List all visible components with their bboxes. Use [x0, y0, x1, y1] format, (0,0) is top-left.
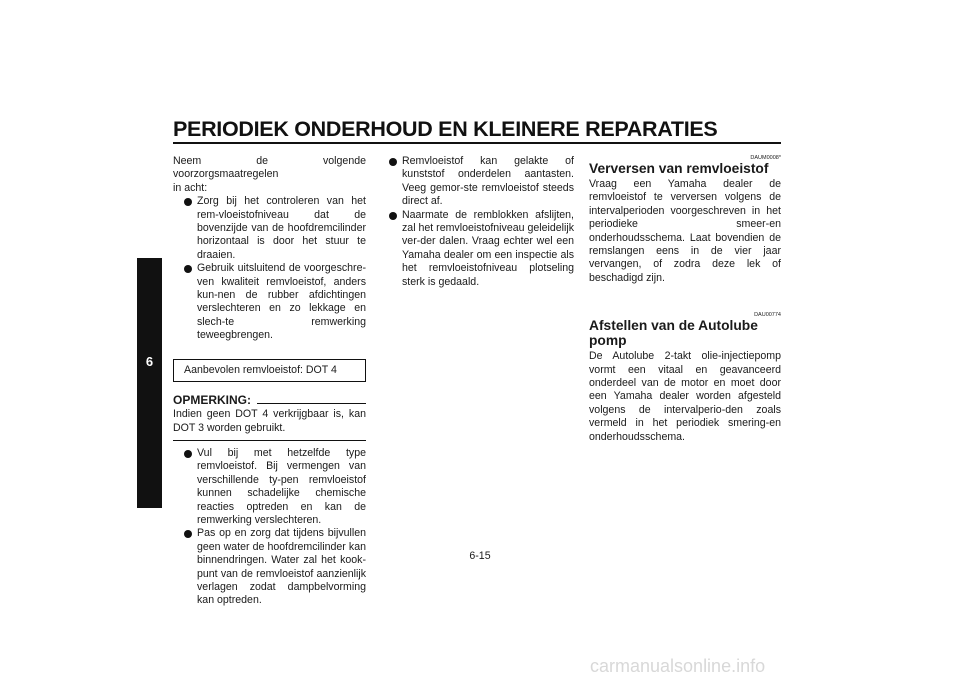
bullet-item: [184, 195, 366, 262]
note-text: Indien geen DOT 4 verkrijgbaar is, kan DOT 3 worden gebruikt.: [173, 408, 366, 434]
note-rule: [257, 403, 366, 404]
bullet-icon: [184, 198, 192, 206]
title-rule: [173, 142, 781, 144]
section-text: De Autolube 2-takt olie-injectiepomp vormt een vitaal en geavanceerd onderdeel van de motor en moet door een Yamaha dealer worden afgesteld volgens de intervalperio-den zoals vermeld in het periodiek smering-en onderhoudsschema.: [589, 350, 781, 443]
bullet-icon: [184, 265, 192, 273]
watermark: carmanualsonline.info: [590, 656, 766, 676]
note-label: OPMERKING:: [173, 392, 251, 407]
page-title: PERIODIEK ONDERHOUD EN KLEINERE REPARATIES: [173, 117, 718, 141]
page-number: 6-15: [469, 550, 491, 562]
section-text: Vraag een Yamaha dealer de remvloeistof te verversen volgens de intervalperioden voorgeschreven in het periodieke smeer-en onderhoudsschema. Laat bovendien de remslangen eens in de vier jaar vervangen, of zodra deze lek of beschadigd zijn.: [589, 178, 781, 284]
bullet-text: Remvloeistof kan gelakte of kunststof onderdelen aantasten. Veeg gemor-ste remvloeistof steeds direct af.: [402, 155, 574, 208]
bullet-item: [184, 527, 366, 607]
note-header: [173, 394, 366, 407]
section-heading: Verversen van remvloeistof: [589, 161, 769, 176]
recommended-fluid-box: Aanbevolen remvloeistof: DOT 4: [173, 359, 366, 382]
column-left: [173, 155, 366, 608]
bullet-item: [389, 155, 574, 209]
bullet-item: [184, 447, 366, 527]
bullet-item: [389, 209, 574, 289]
bullet-text: Zorg bij het controleren van het rem-vloeistofniveau dat de bovenzijde van de hoofdremcilinder horizontaal is door het stuur te draaien.: [197, 195, 366, 261]
bullet-text: Gebruik uitsluitend de voorgeschre-ven kwaliteit remvloeistof, anders kun-nen de rubber afdichtingen verslechteren en zo lekkage en slech-te remwerking teweegbrengen.: [197, 262, 366, 342]
chapter-tab: [137, 258, 162, 508]
bullet-icon: [389, 158, 397, 166]
column-right: [589, 155, 781, 444]
column-middle: [389, 155, 574, 289]
intro-text: [173, 155, 366, 195]
bullet-icon: [184, 530, 192, 538]
note-end-rule: [173, 440, 366, 441]
bullet-text: Naarmate de remblokken afslijten, zal het remvloeistofniveau geleidelijk ver-der dalen. Vraag echter wel een Yamaha dealer om een inspectie als het remvloeistofniveau plotseling sterk is gedaald.: [402, 208, 574, 288]
intro-line-1: Neem de volgende voorzorgsmaatregelen: [173, 155, 366, 181]
section-heading: Afstellen van de Autolube pomp: [589, 318, 758, 349]
bullet-text: Vul bij met hetzelfde type remvloeistof. Bij vermengen van verschillende ty-pen remvloeistof kunnen schadelijke chemische reacties optreden en kan de remwerking verslechteren.: [197, 446, 366, 526]
section-code: DAUM0008*: [750, 155, 781, 161]
bullet-icon: [389, 212, 397, 220]
bullet-icon: [184, 450, 192, 458]
chapter-number: 6: [145, 354, 154, 369]
section-code: DAU00774: [754, 312, 781, 319]
bullet-text: Pas op en zorg dat tijdens bijvullen geen water de hoofdremcilinder kan binnendringen. Water zal het kook-punt van de remvloeistof aanzienlijk verlagen zodat dampbelvorming kan optreden.: [197, 527, 366, 607]
bullet-item: [184, 262, 366, 342]
intro-line-2: in acht:: [173, 181, 208, 194]
